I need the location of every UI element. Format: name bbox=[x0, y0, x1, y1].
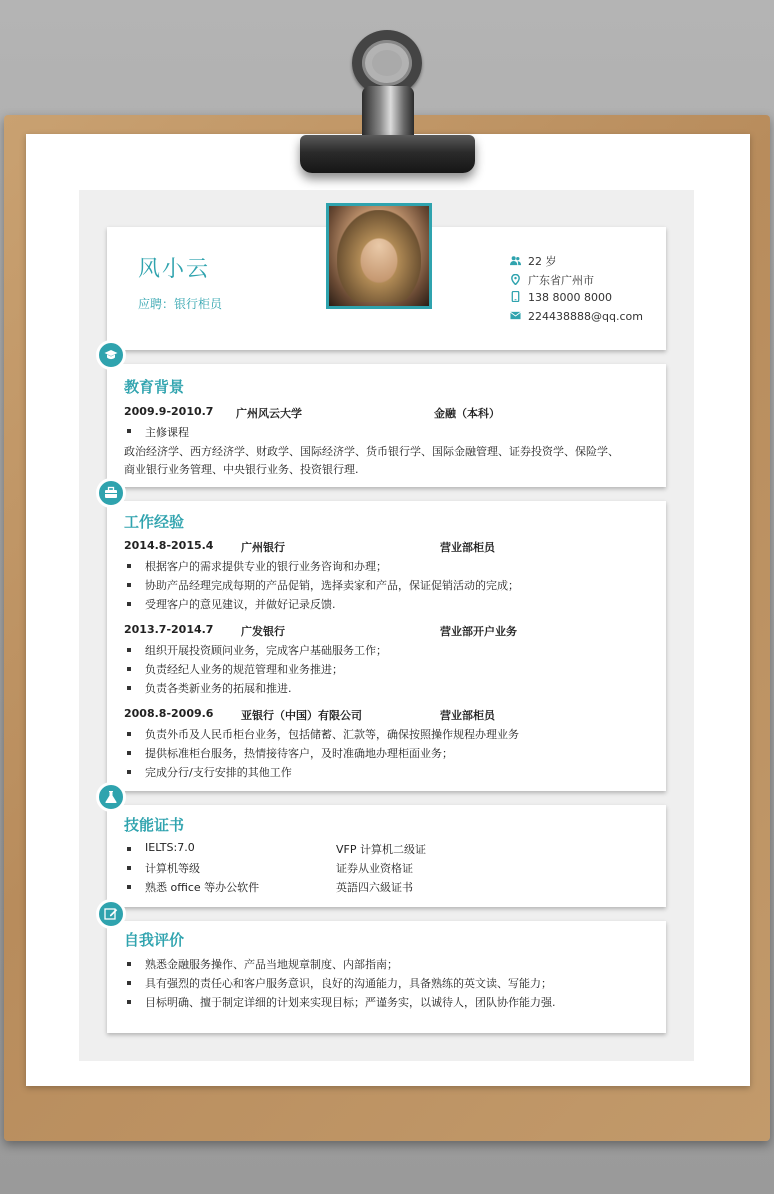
applied-position: 应聘：银行柜员 bbox=[138, 297, 223, 311]
job-period: 2013.7-2014.7 bbox=[124, 623, 214, 636]
phone-text: 138 8000 8000 bbox=[528, 291, 612, 304]
edit-icon bbox=[104, 907, 118, 921]
job-company: 广州银行 bbox=[241, 541, 285, 554]
clip-ring-hole bbox=[372, 50, 402, 76]
mail-icon bbox=[510, 310, 521, 321]
skill-item: VFP 计算机二级证 bbox=[336, 843, 426, 856]
edu-course-label: 主修课程 bbox=[145, 426, 189, 439]
job-duty: 负责经纪人业务的规范管理和业务推进； bbox=[145, 663, 343, 676]
clip-base bbox=[300, 135, 475, 173]
self-title: 自我评价 bbox=[124, 931, 185, 949]
bullet bbox=[127, 667, 131, 671]
job-duty: 提供标准柜台服务，热情接待客户，及时准确地办理柜面业务； bbox=[145, 747, 453, 760]
people-icon bbox=[510, 255, 521, 266]
self-badge bbox=[96, 899, 126, 929]
bullet bbox=[127, 866, 131, 870]
profile-photo bbox=[326, 203, 432, 309]
self-item: 具有强烈的责任心和客户服务意识，良好的沟通能力，具备熟练的英文读、写能力； bbox=[145, 977, 552, 990]
edu-school: 广州风云大学 bbox=[236, 407, 302, 420]
skill-item: IELTS:7.0 bbox=[145, 841, 195, 854]
bullet bbox=[127, 686, 131, 690]
phone-icon bbox=[510, 291, 521, 302]
bullet bbox=[127, 583, 131, 587]
edu-period: 2009.9-2010.7 bbox=[124, 405, 214, 418]
job-role: 营业部柜员 bbox=[440, 541, 495, 554]
bullet bbox=[127, 847, 131, 851]
bullet bbox=[127, 962, 131, 966]
age-text: 22 岁 bbox=[528, 255, 557, 268]
location-row bbox=[510, 272, 594, 288]
skill-item: 英語四六級证书 bbox=[336, 881, 413, 894]
location-pin-icon bbox=[510, 274, 521, 285]
age-row bbox=[510, 253, 557, 269]
edu-course-line1: 政治经济学、西方经济学、财政学、国际经济学、货币银行学、国际金融管理、证券投资学、保险学、 bbox=[124, 445, 619, 458]
job-duty: 负责各类新业务的拓展和推进. bbox=[145, 682, 292, 695]
job-duty: 协助产品经理完成每期的产品促销，选择卖家和产品，保证促销活动的完成； bbox=[145, 579, 519, 592]
job-company: 亚银行（中国）有限公司 bbox=[241, 709, 362, 722]
edu-course-line2: 商业银行业务管理、中央银行业务、投资银行理. bbox=[124, 463, 359, 476]
education-title: 教育背景 bbox=[124, 378, 185, 396]
flask-icon bbox=[104, 790, 118, 804]
self-item: 目标明确、擅于制定详细的计划来实现目标；严谨务实，以诚待人，团队协作能力强. bbox=[145, 996, 556, 1009]
bullet bbox=[127, 564, 131, 568]
bullet bbox=[127, 602, 131, 606]
education-badge bbox=[96, 340, 126, 370]
job-period: 2008.8-2009.6 bbox=[124, 707, 214, 720]
edu-major: 金融（本科） bbox=[434, 407, 500, 420]
email-row bbox=[510, 310, 643, 323]
skills-badge bbox=[96, 782, 126, 812]
skill-item: 熟悉 office 等办公软件 bbox=[145, 881, 260, 894]
graduation-cap-icon bbox=[104, 348, 118, 362]
work-badge bbox=[96, 478, 126, 508]
bullet bbox=[127, 648, 131, 652]
bullet bbox=[127, 732, 131, 736]
job-duty: 组织开展投资顾问业务，完成客户基础服务工作； bbox=[145, 644, 387, 657]
bullet bbox=[127, 885, 131, 889]
job-duty: 完成分行/支行安排的其他工作 bbox=[145, 766, 292, 779]
job-duty: 受理客户的意见建议，并做好记录反馈. bbox=[145, 598, 336, 611]
bullet bbox=[127, 1000, 131, 1004]
bullet bbox=[127, 751, 131, 755]
bullet bbox=[127, 429, 131, 433]
job-role: 营业部柜员 bbox=[440, 709, 495, 722]
work-title: 工作经验 bbox=[124, 513, 185, 531]
job-company: 广发银行 bbox=[241, 625, 285, 638]
bullet bbox=[127, 770, 131, 774]
location-text: 广东省广州市 bbox=[528, 274, 594, 287]
job-duty: 根据客户的需求提供专业的银行业务咨询和办理； bbox=[145, 560, 387, 573]
email-text: 224438888@qq.com bbox=[528, 310, 643, 323]
skill-item: 证券从业资格证 bbox=[336, 862, 413, 875]
briefcase-icon bbox=[104, 486, 118, 500]
self-item: 熟悉金融服务操作、产品当地规章制度、内部指南； bbox=[145, 958, 398, 971]
bullet bbox=[127, 981, 131, 985]
job-duty: 负责外币及人民币柜台业务，包括储蓄、汇款等，确保按照操作规程办理业务 bbox=[145, 728, 519, 741]
skill-item: 计算机等级 bbox=[145, 862, 200, 875]
job-role: 营业部开户业务 bbox=[440, 625, 517, 638]
job-period: 2014.8-2015.4 bbox=[124, 539, 214, 552]
candidate-name: 风小云 bbox=[138, 257, 211, 282]
skills-title: 技能证书 bbox=[124, 816, 185, 834]
phone-row bbox=[510, 291, 612, 304]
